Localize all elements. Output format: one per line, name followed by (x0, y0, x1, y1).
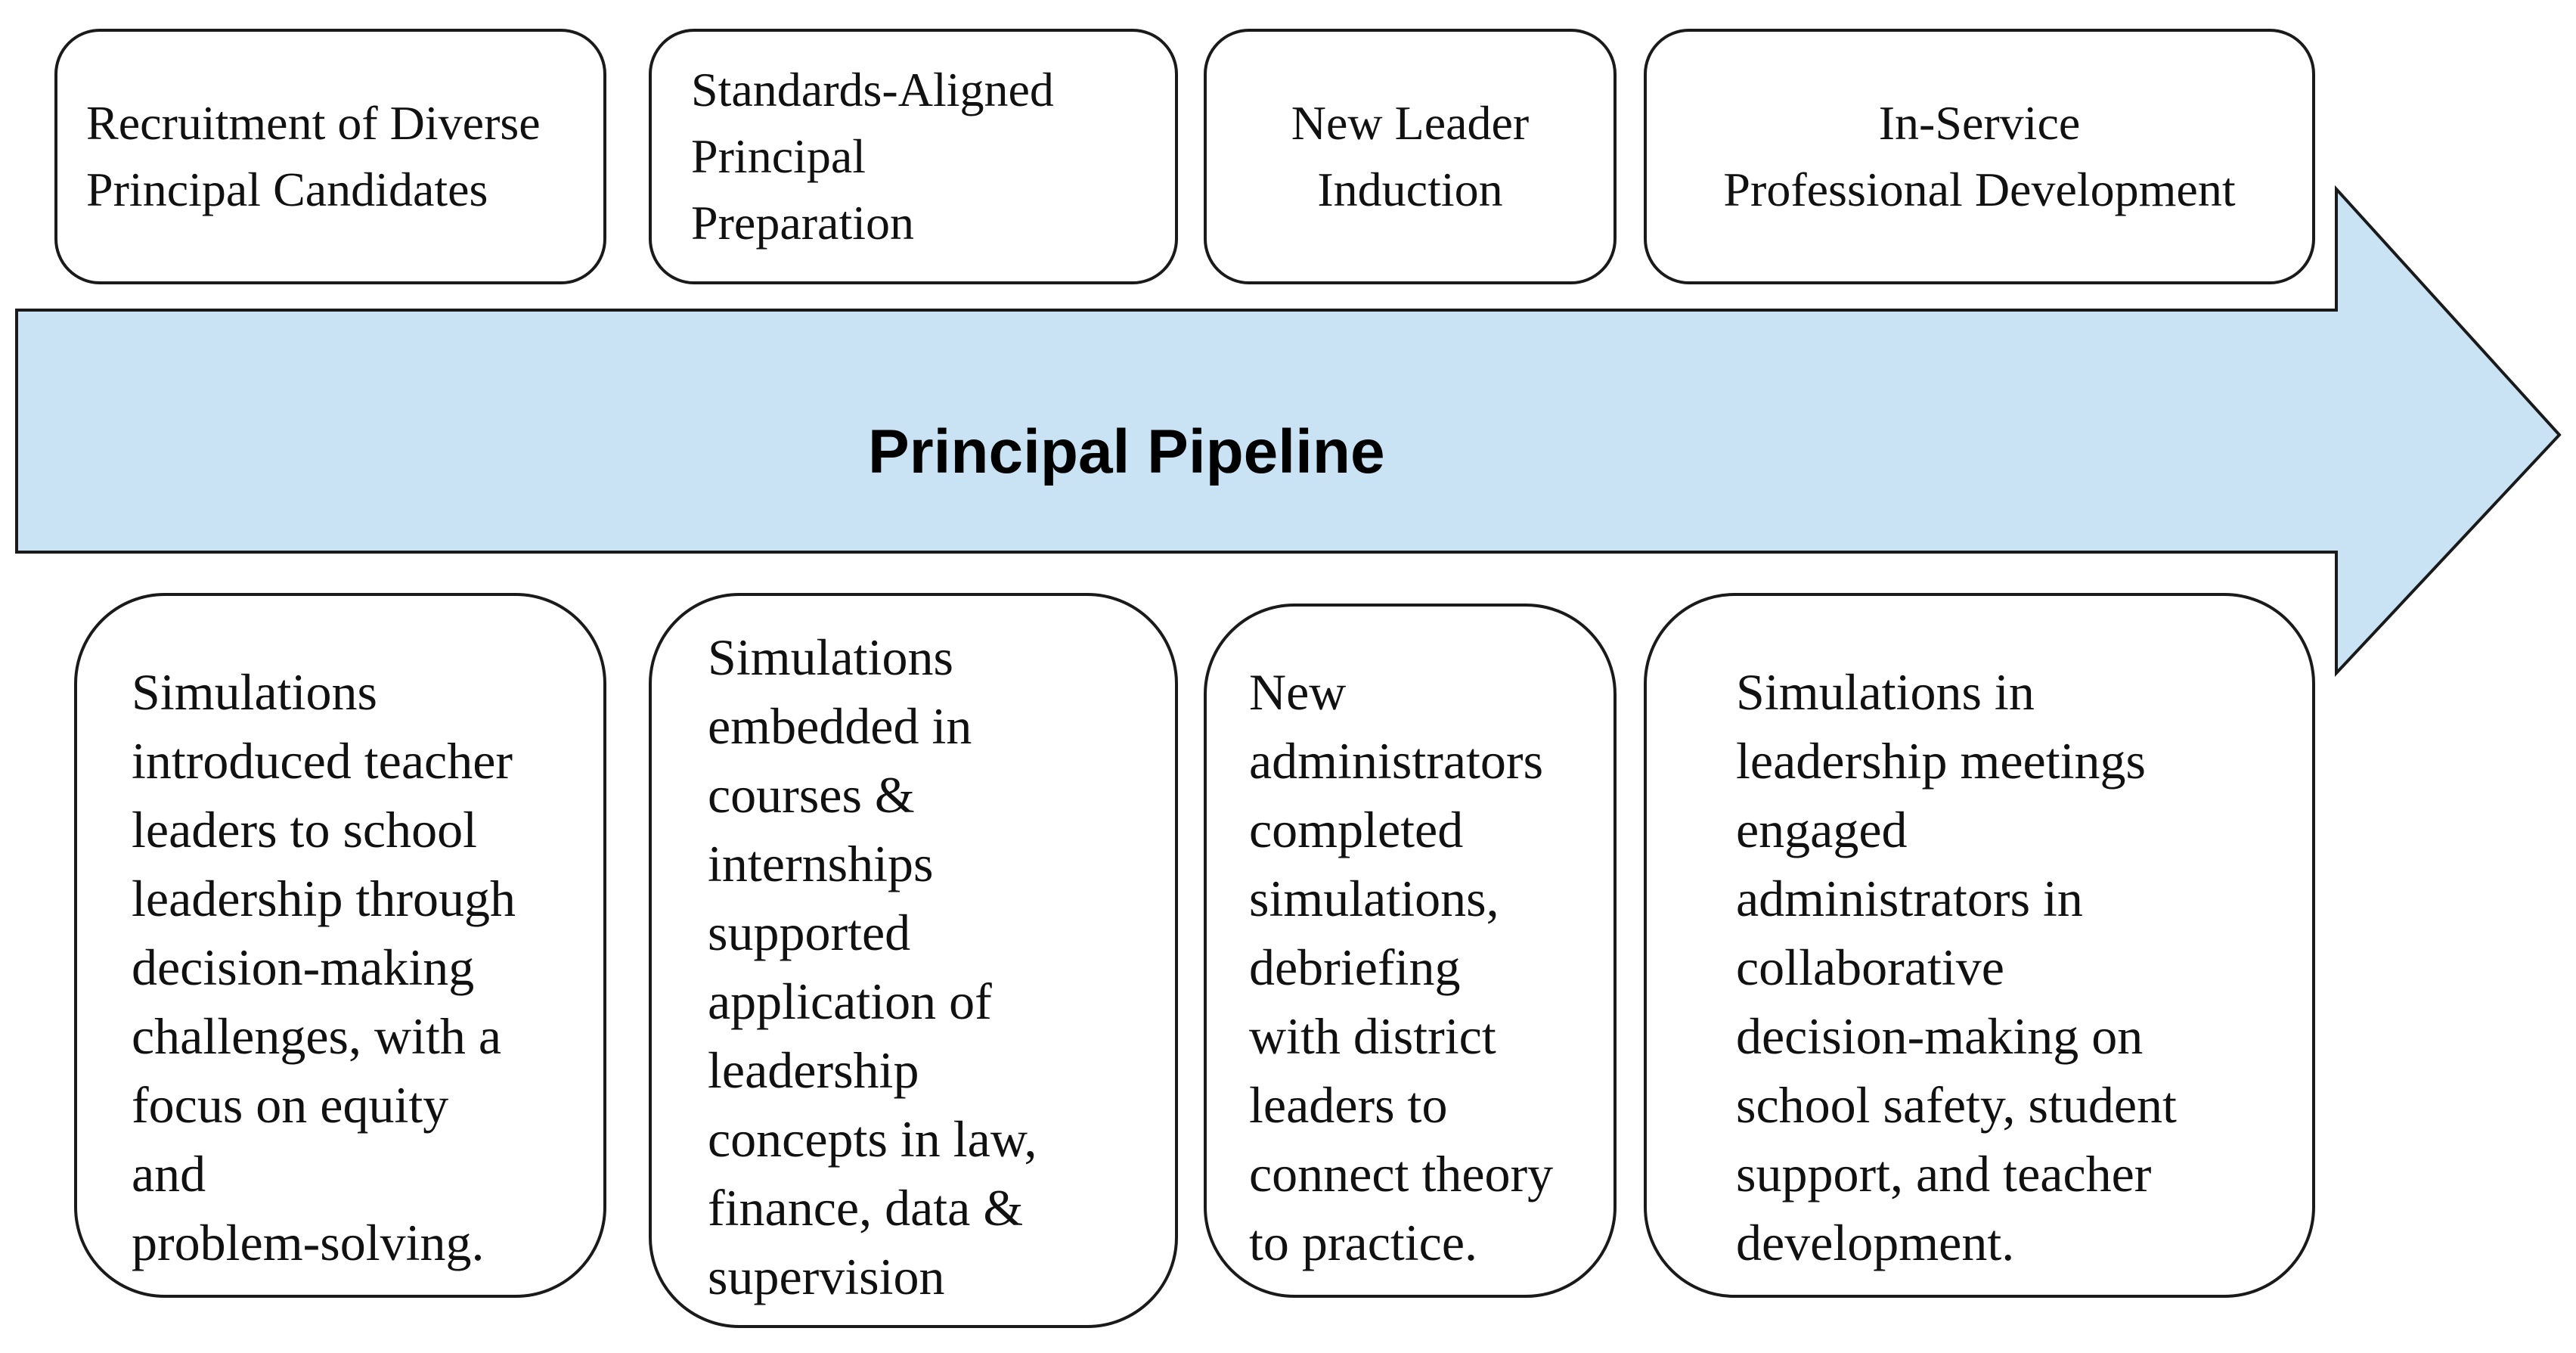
stage-box-recruitment (54, 29, 606, 284)
stage-description-professional-development: Simulations in leadership meetings engaged administrators in collaborative decision-making on school safety, student support, and teacher development. (1736, 663, 2177, 1271)
stage-box-professional-development (1644, 29, 2315, 284)
stage-description-box-preparation (649, 593, 1178, 1328)
stage-description-box-recruitment (74, 593, 606, 1298)
pipeline-label: Principal Pipeline (868, 417, 1385, 486)
stage-box-induction (1204, 29, 1617, 284)
stage-description-box-induction (1204, 604, 1617, 1298)
stage-title-professional-development: In-Service Professional Development (1723, 96, 2236, 216)
stage-description-recruitment: Simulations introduced teacher leaders to school leadership through decision-making challenges, with a focus on equity and problem-solving. (132, 663, 516, 1271)
stage-description-box-professional-development (1644, 593, 2315, 1298)
stage-title-recruitment: Recruitment of Diverse Principal Candidates (86, 96, 541, 216)
stage-box-preparation (649, 29, 1178, 284)
stage-description-preparation: Simulations embedded in courses & internships supported application of leadership concepts in law, finance, data & supervision (708, 628, 1037, 1305)
stage-title-preparation: Standards-Aligned Principal Preparation (691, 63, 1054, 250)
stage-title-induction: New Leader Induction (1291, 96, 1530, 216)
stage-description-induction: New administrators completed simulations, debriefing with district leaders to connect theory to practice. (1249, 663, 1554, 1271)
